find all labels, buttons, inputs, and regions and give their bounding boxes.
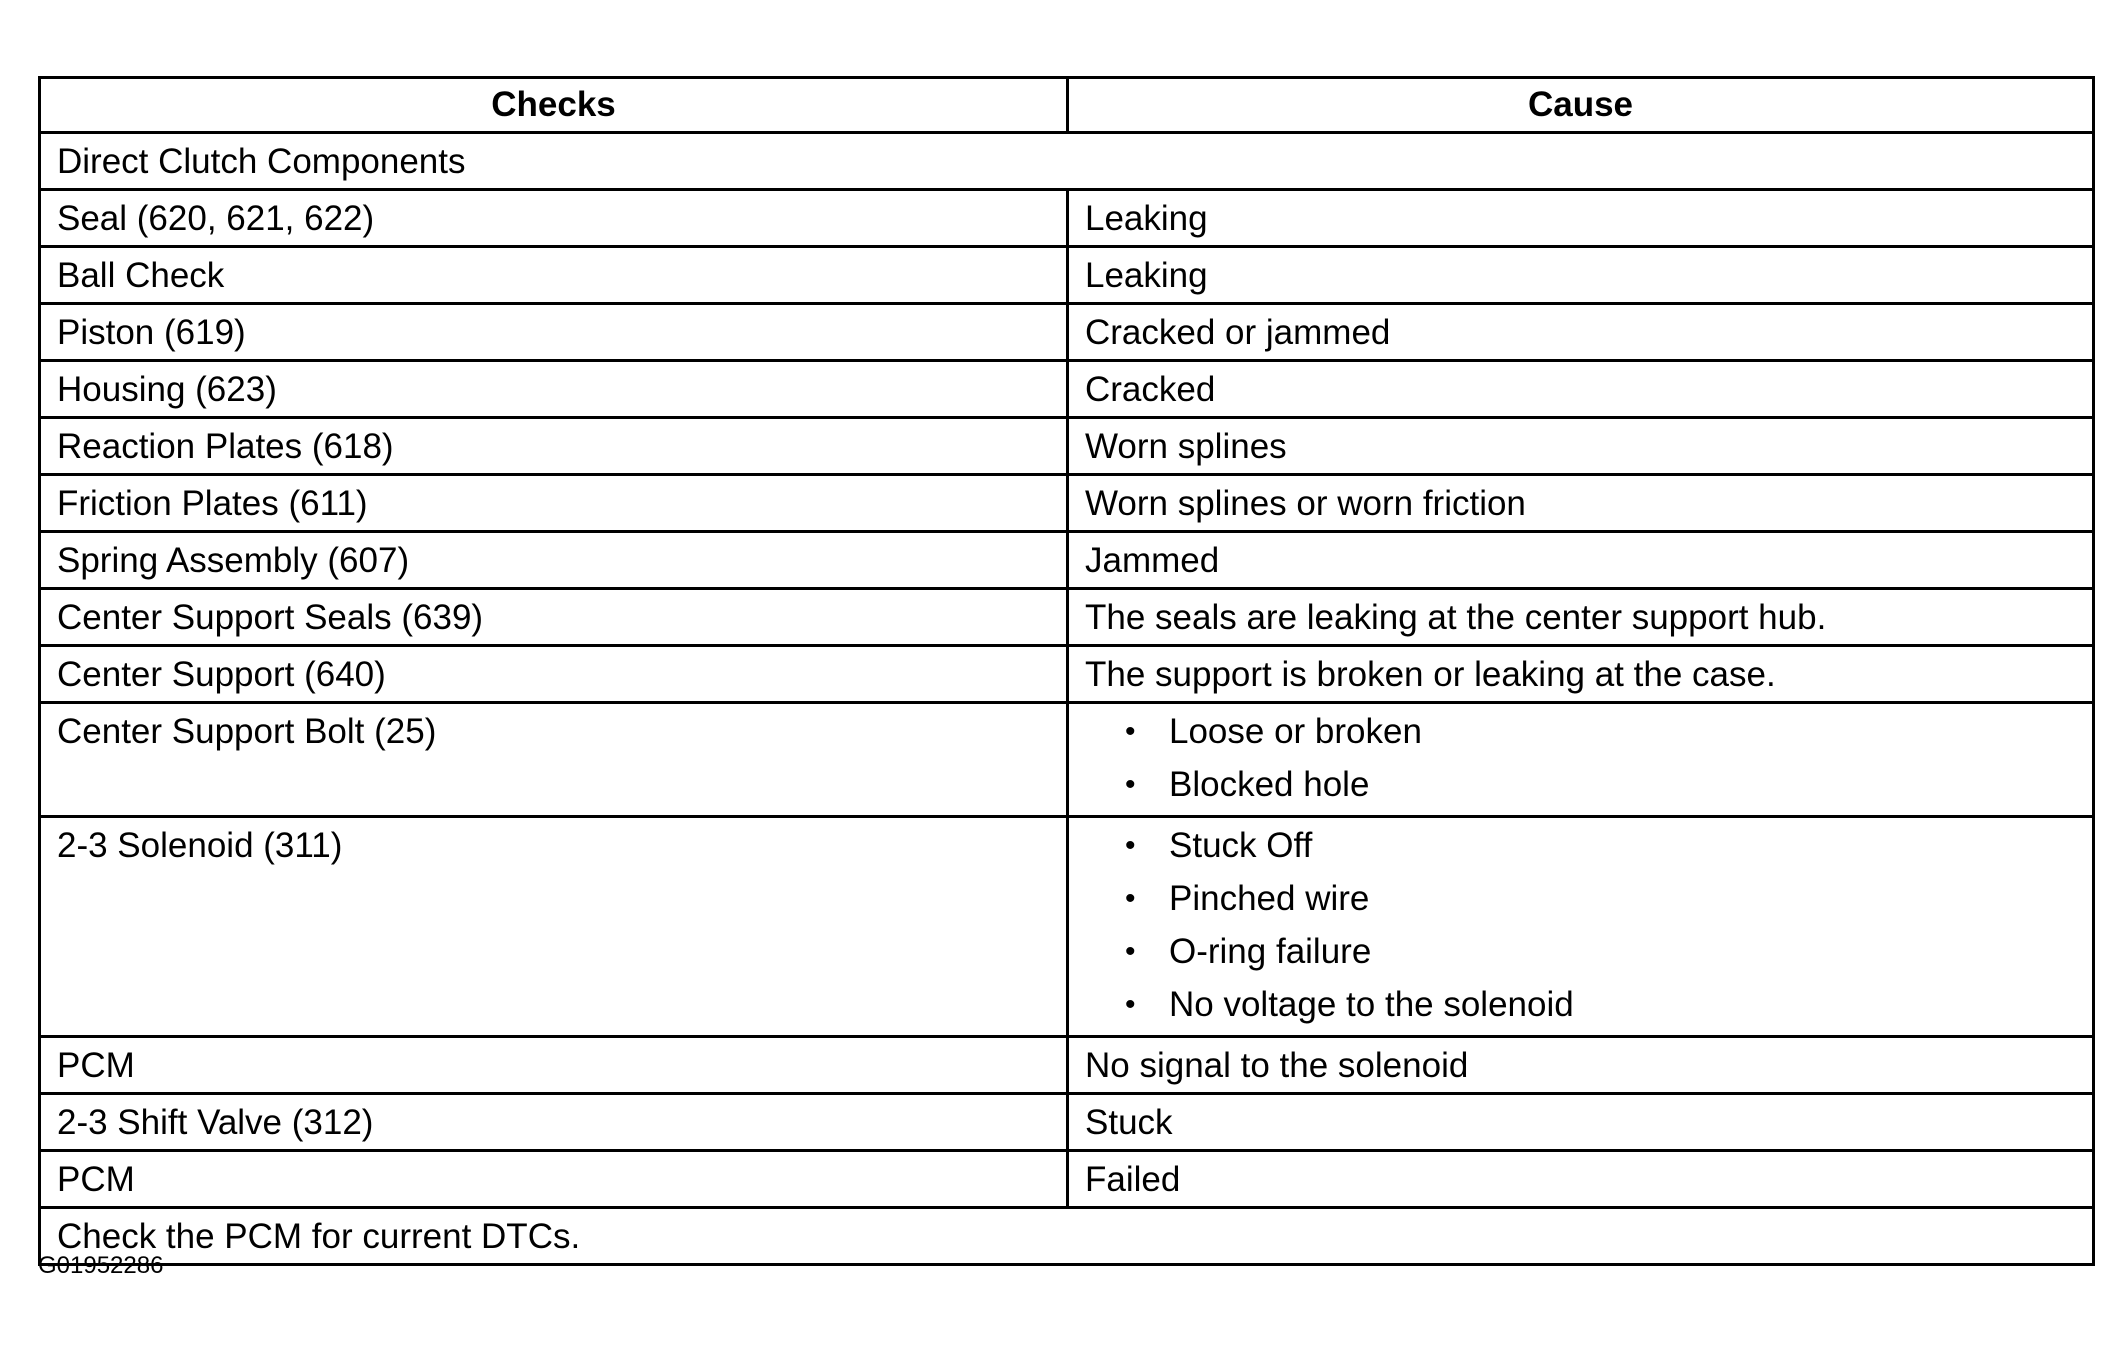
- column-header-cause: Cause: [1068, 78, 2094, 133]
- section-title: Direct Clutch Components: [40, 133, 2094, 190]
- figure-id: G01952286: [38, 1252, 164, 1279]
- cause-cell: Cracked or jammed: [1068, 304, 2094, 361]
- cause-cell: Leaking: [1068, 247, 2094, 304]
- check-cell: 2-3 Solenoid (311): [40, 817, 1068, 1037]
- diagnostic-document: [38, 76, 2092, 1266]
- bullet-icon: •: [1125, 715, 1136, 748]
- check-cell: Spring Assembly (607): [40, 532, 1068, 589]
- table-row: [40, 418, 2094, 475]
- table-row: [40, 532, 2094, 589]
- table-row: [40, 1094, 2094, 1151]
- bullet-icon: •: [1125, 935, 1136, 968]
- table-row: [40, 475, 2094, 532]
- cause-bullet-item: [1085, 879, 2076, 932]
- cause-cell: The seals are leaking at the center support hub.: [1068, 589, 2094, 646]
- section-row: [40, 133, 2094, 190]
- cause-cell: Worn splines or worn friction: [1068, 475, 2094, 532]
- cause-bullet-item: [1085, 826, 2076, 879]
- footer-row: [40, 1208, 2094, 1265]
- footer-note: Check the PCM for current DTCs.: [40, 1208, 2094, 1265]
- check-cell: Center Support Bolt (25): [40, 703, 1068, 817]
- cause-bullet-item: [1085, 985, 2076, 1029]
- check-cell: Center Support Seals (639): [40, 589, 1068, 646]
- bullet-icon: •: [1125, 768, 1136, 801]
- check-cell: Piston (619): [40, 304, 1068, 361]
- table-row: [40, 1037, 2094, 1094]
- cause-cell: Cracked: [1068, 361, 2094, 418]
- cause-bullet-text: Loose or broken: [1169, 712, 1422, 751]
- table-row: [40, 361, 2094, 418]
- cause-bullet-text: No voltage to the solenoid: [1169, 985, 1574, 1024]
- table-row: [40, 1151, 2094, 1208]
- check-cell: PCM: [40, 1037, 1068, 1094]
- table-row: [40, 817, 2094, 1037]
- cause-bullet-item: [1085, 932, 2076, 985]
- column-header-checks: Checks: [40, 78, 1068, 133]
- bullet-icon: •: [1125, 829, 1136, 862]
- cause-cell: Failed: [1068, 1151, 2094, 1208]
- check-cell: 2-3 Shift Valve (312): [40, 1094, 1068, 1151]
- bullet-icon: •: [1125, 882, 1136, 915]
- table-row: [40, 304, 2094, 361]
- cause-bullet-text: Pinched wire: [1169, 879, 1370, 918]
- cause-bullet-list: [1085, 826, 2076, 1029]
- table-row: [40, 646, 2094, 703]
- check-cell: Friction Plates (611): [40, 475, 1068, 532]
- cause-cell: Worn splines: [1068, 418, 2094, 475]
- check-cell: Reaction Plates (618): [40, 418, 1068, 475]
- cause-cell: No signal to the solenoid: [1068, 1037, 2094, 1094]
- table-row: [40, 190, 2094, 247]
- table-row: [40, 703, 2094, 817]
- check-cell: Housing (623): [40, 361, 1068, 418]
- check-cell: Center Support (640): [40, 646, 1068, 703]
- cause-bullet-text: O-ring failure: [1169, 932, 1372, 971]
- cause-bullet-item: [1085, 765, 2076, 809]
- table-row: [40, 247, 2094, 304]
- cause-bullet-item: [1085, 712, 2076, 765]
- diagnostic-table: [38, 76, 2095, 1266]
- cause-cell: The support is broken or leaking at the case.: [1068, 646, 2094, 703]
- table-header-row: [40, 78, 2094, 133]
- table-row: [40, 589, 2094, 646]
- cause-cell: Stuck: [1068, 1094, 2094, 1151]
- check-cell: PCM: [40, 1151, 1068, 1208]
- cause-cell-list: [1068, 817, 2094, 1037]
- check-cell: Seal (620, 621, 622): [40, 190, 1068, 247]
- cause-cell: Jammed: [1068, 532, 2094, 589]
- cause-cell-list: [1068, 703, 2094, 817]
- cause-bullet-text: Blocked hole: [1169, 765, 1370, 804]
- bullet-icon: •: [1125, 988, 1136, 1021]
- cause-bullet-list: [1085, 712, 2076, 809]
- cause-cell: Leaking: [1068, 190, 2094, 247]
- check-cell: Ball Check: [40, 247, 1068, 304]
- cause-bullet-text: Stuck Off: [1169, 826, 1313, 865]
